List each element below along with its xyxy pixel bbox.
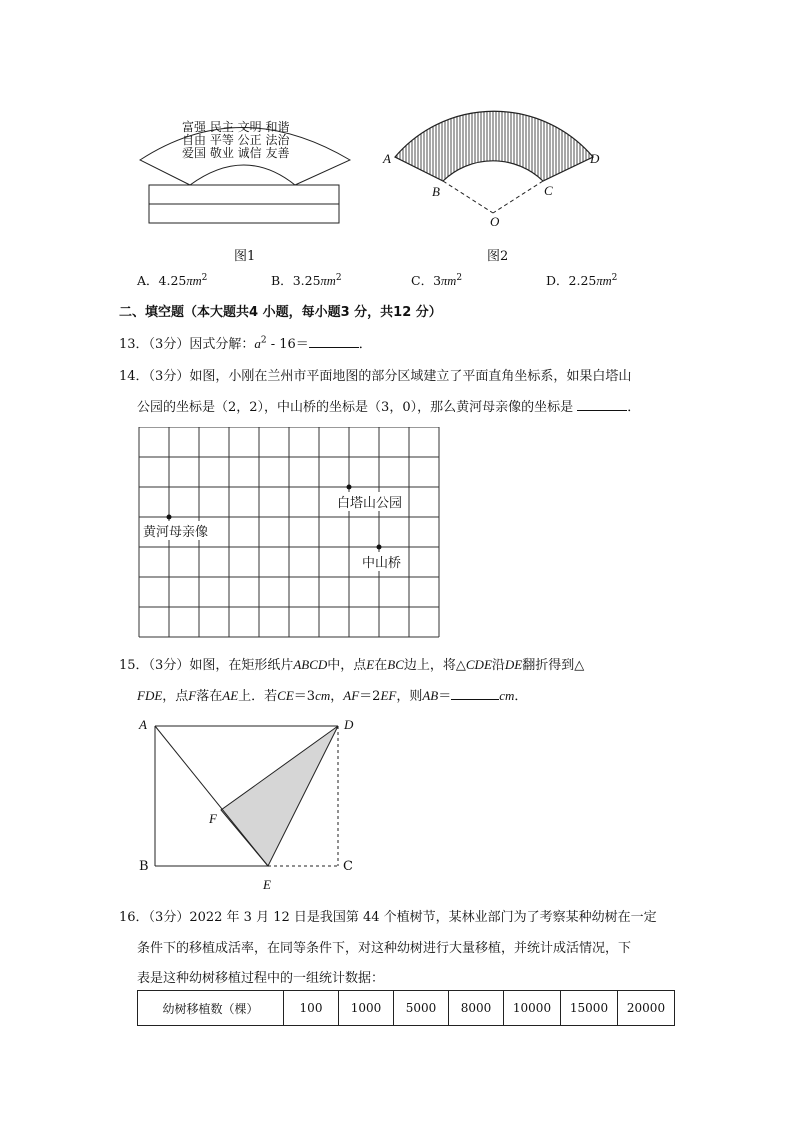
q15-label-a: A <box>139 717 147 732</box>
fig2-caption: 图2 <box>487 249 509 264</box>
option-number: 3.25 <box>292 273 321 288</box>
q14-answer-blank[interactable] <box>577 398 627 411</box>
q16-line3: 表是这种幼树移植过程中的一组统计数据： <box>137 971 385 986</box>
option-letter: C． <box>411 273 434 288</box>
option-number: 3 <box>433 273 442 288</box>
fig1-row: 自由 平等 公正 法治 <box>182 133 290 147</box>
q12-option-a[interactable] <box>137 271 207 289</box>
q15-answer-blank[interactable] <box>451 687 499 700</box>
table-header-cell: 幼树移植数（棵） <box>138 991 284 1026</box>
q12-option-b[interactable] <box>271 271 342 289</box>
option-number: 4.25 <box>158 273 187 288</box>
fig2-label-d: D <box>590 151 600 166</box>
math-cm: cm <box>499 688 515 703</box>
math-fde: FDE <box>137 688 163 703</box>
text-run: ，则 <box>396 689 423 704</box>
math-ef: EF <box>380 688 397 703</box>
math-af: AF <box>343 688 360 703</box>
q13-var: a <box>254 336 261 351</box>
table-cell: 10000 <box>504 991 561 1026</box>
q14-line2-wrap <box>137 396 640 415</box>
q15-rectangle-figure <box>150 718 350 878</box>
fig2-label-a: A <box>383 151 391 166</box>
fig2-label-b: B <box>432 184 440 199</box>
option-letter: A． <box>137 273 159 288</box>
q16-line2: 条件下的移植成活率，在同等条件下，对这种幼树进行大量移植，并统计成活情况，下 <box>137 941 632 956</box>
map-label-baita: 白塔山公园 <box>337 492 402 511</box>
q15-line1 <box>119 654 584 673</box>
option-exponent: 2 <box>335 272 342 283</box>
q13-prefix: 13．（3分）因式分解： <box>119 337 255 352</box>
q12-option-d[interactable] <box>546 271 617 289</box>
fig2-label-c: C <box>544 183 553 198</box>
text-run: ． <box>514 689 528 704</box>
table-cell: 15000 <box>561 991 618 1026</box>
math-ae: AE <box>222 688 239 703</box>
q13-end: ． <box>358 337 372 352</box>
point-baita <box>347 485 352 490</box>
math-abcd: ABCD <box>293 657 328 672</box>
option-exponent: 2 <box>456 272 463 283</box>
math-e: E <box>366 657 375 672</box>
q13-exp: 2 <box>260 335 267 346</box>
math-f: F <box>188 688 197 703</box>
q13-text <box>119 333 372 352</box>
table-cell: 20000 <box>618 991 675 1026</box>
text-run: ＝3 <box>293 689 316 704</box>
q15-label-e: E <box>263 877 271 892</box>
math-cm: cm <box>315 688 331 703</box>
math-cde: CDE <box>465 657 492 672</box>
option-unit: πm <box>186 274 202 288</box>
q14-end: ． <box>627 400 641 415</box>
math-ce: CE <box>277 688 294 703</box>
fig1-slogans <box>182 121 289 160</box>
q14-line1: 14．（3分）如图，小刚在兰州市平面地图的部分区域建立了平面直角坐标系，如果白塔山 <box>119 369 632 384</box>
math-ab: AB <box>422 688 439 703</box>
text-run: 在 <box>374 658 388 673</box>
q15-line2 <box>137 685 527 704</box>
table-cell: 5000 <box>394 991 449 1026</box>
math-de: DE <box>504 657 523 672</box>
text-run: 沿 <box>491 658 505 673</box>
text-run: 上．若 <box>238 689 278 704</box>
option-unit: πm <box>596 274 612 288</box>
q12-option-c[interactable] <box>411 271 462 289</box>
option-exponent: 2 <box>201 272 208 283</box>
math-bc: BC <box>387 657 404 672</box>
option-number: 2.25 <box>568 273 597 288</box>
q15-label-d: D <box>344 717 354 732</box>
text-run: ＝ <box>438 689 452 704</box>
text-run: ＝2 <box>359 689 381 704</box>
q15-label-c: C <box>343 859 353 874</box>
text-run: ，点 <box>162 689 189 704</box>
table-row <box>138 991 675 1026</box>
q16-data-table <box>137 990 675 1026</box>
text-run: 落在 <box>196 689 223 704</box>
text-run: 15．（3分）如图，在矩形纸片 <box>119 658 294 673</box>
q14-line2: 公园的坐标是（2，2），中山桥的坐标是（3，0），那么黄河母亲像的坐标是 <box>137 400 574 415</box>
table-cell: 100 <box>284 991 339 1026</box>
text-run: 翻折得到△ <box>522 658 585 673</box>
text-run: ， <box>330 689 344 704</box>
text-run: 中，点 <box>327 658 367 673</box>
fig1-row: 富强 民主 文明 和谐 <box>182 120 290 134</box>
option-unit: πm <box>441 274 457 288</box>
fig1-row: 爱国 敬业 诚信 友善 <box>182 146 290 160</box>
option-letter: B． <box>271 273 293 288</box>
text-run: 边上，将△ <box>403 658 466 673</box>
map-label-zhongshan: 中山桥 <box>362 552 401 571</box>
option-letter: D． <box>546 273 569 288</box>
map-label-huanghe: 黄河母亲像 <box>143 521 208 540</box>
table-cell: 8000 <box>449 991 504 1026</box>
q15-label-b: B <box>139 859 149 874</box>
fig1-caption: 图1 <box>234 249 256 264</box>
option-unit: πm <box>320 274 336 288</box>
point-huanghe <box>167 515 172 520</box>
option-exponent: 2 <box>611 272 618 283</box>
q15-label-f: F <box>209 811 217 826</box>
fig2-label-o: O <box>490 214 500 229</box>
section-heading: 二、填空题（本大题共4 小题，每小题3 分，共12 分） <box>119 305 442 320</box>
q16-line1: 16．（3分）2022 年 3 月 12 日是我国第 44 个植树节，某林业部门为了考察某种幼树在一定 <box>119 910 657 925</box>
table-cell: 1000 <box>339 991 394 1026</box>
q13-answer-blank[interactable] <box>309 335 359 348</box>
point-zhongshan <box>377 545 382 550</box>
q13-rest: - 16＝ <box>266 337 309 352</box>
